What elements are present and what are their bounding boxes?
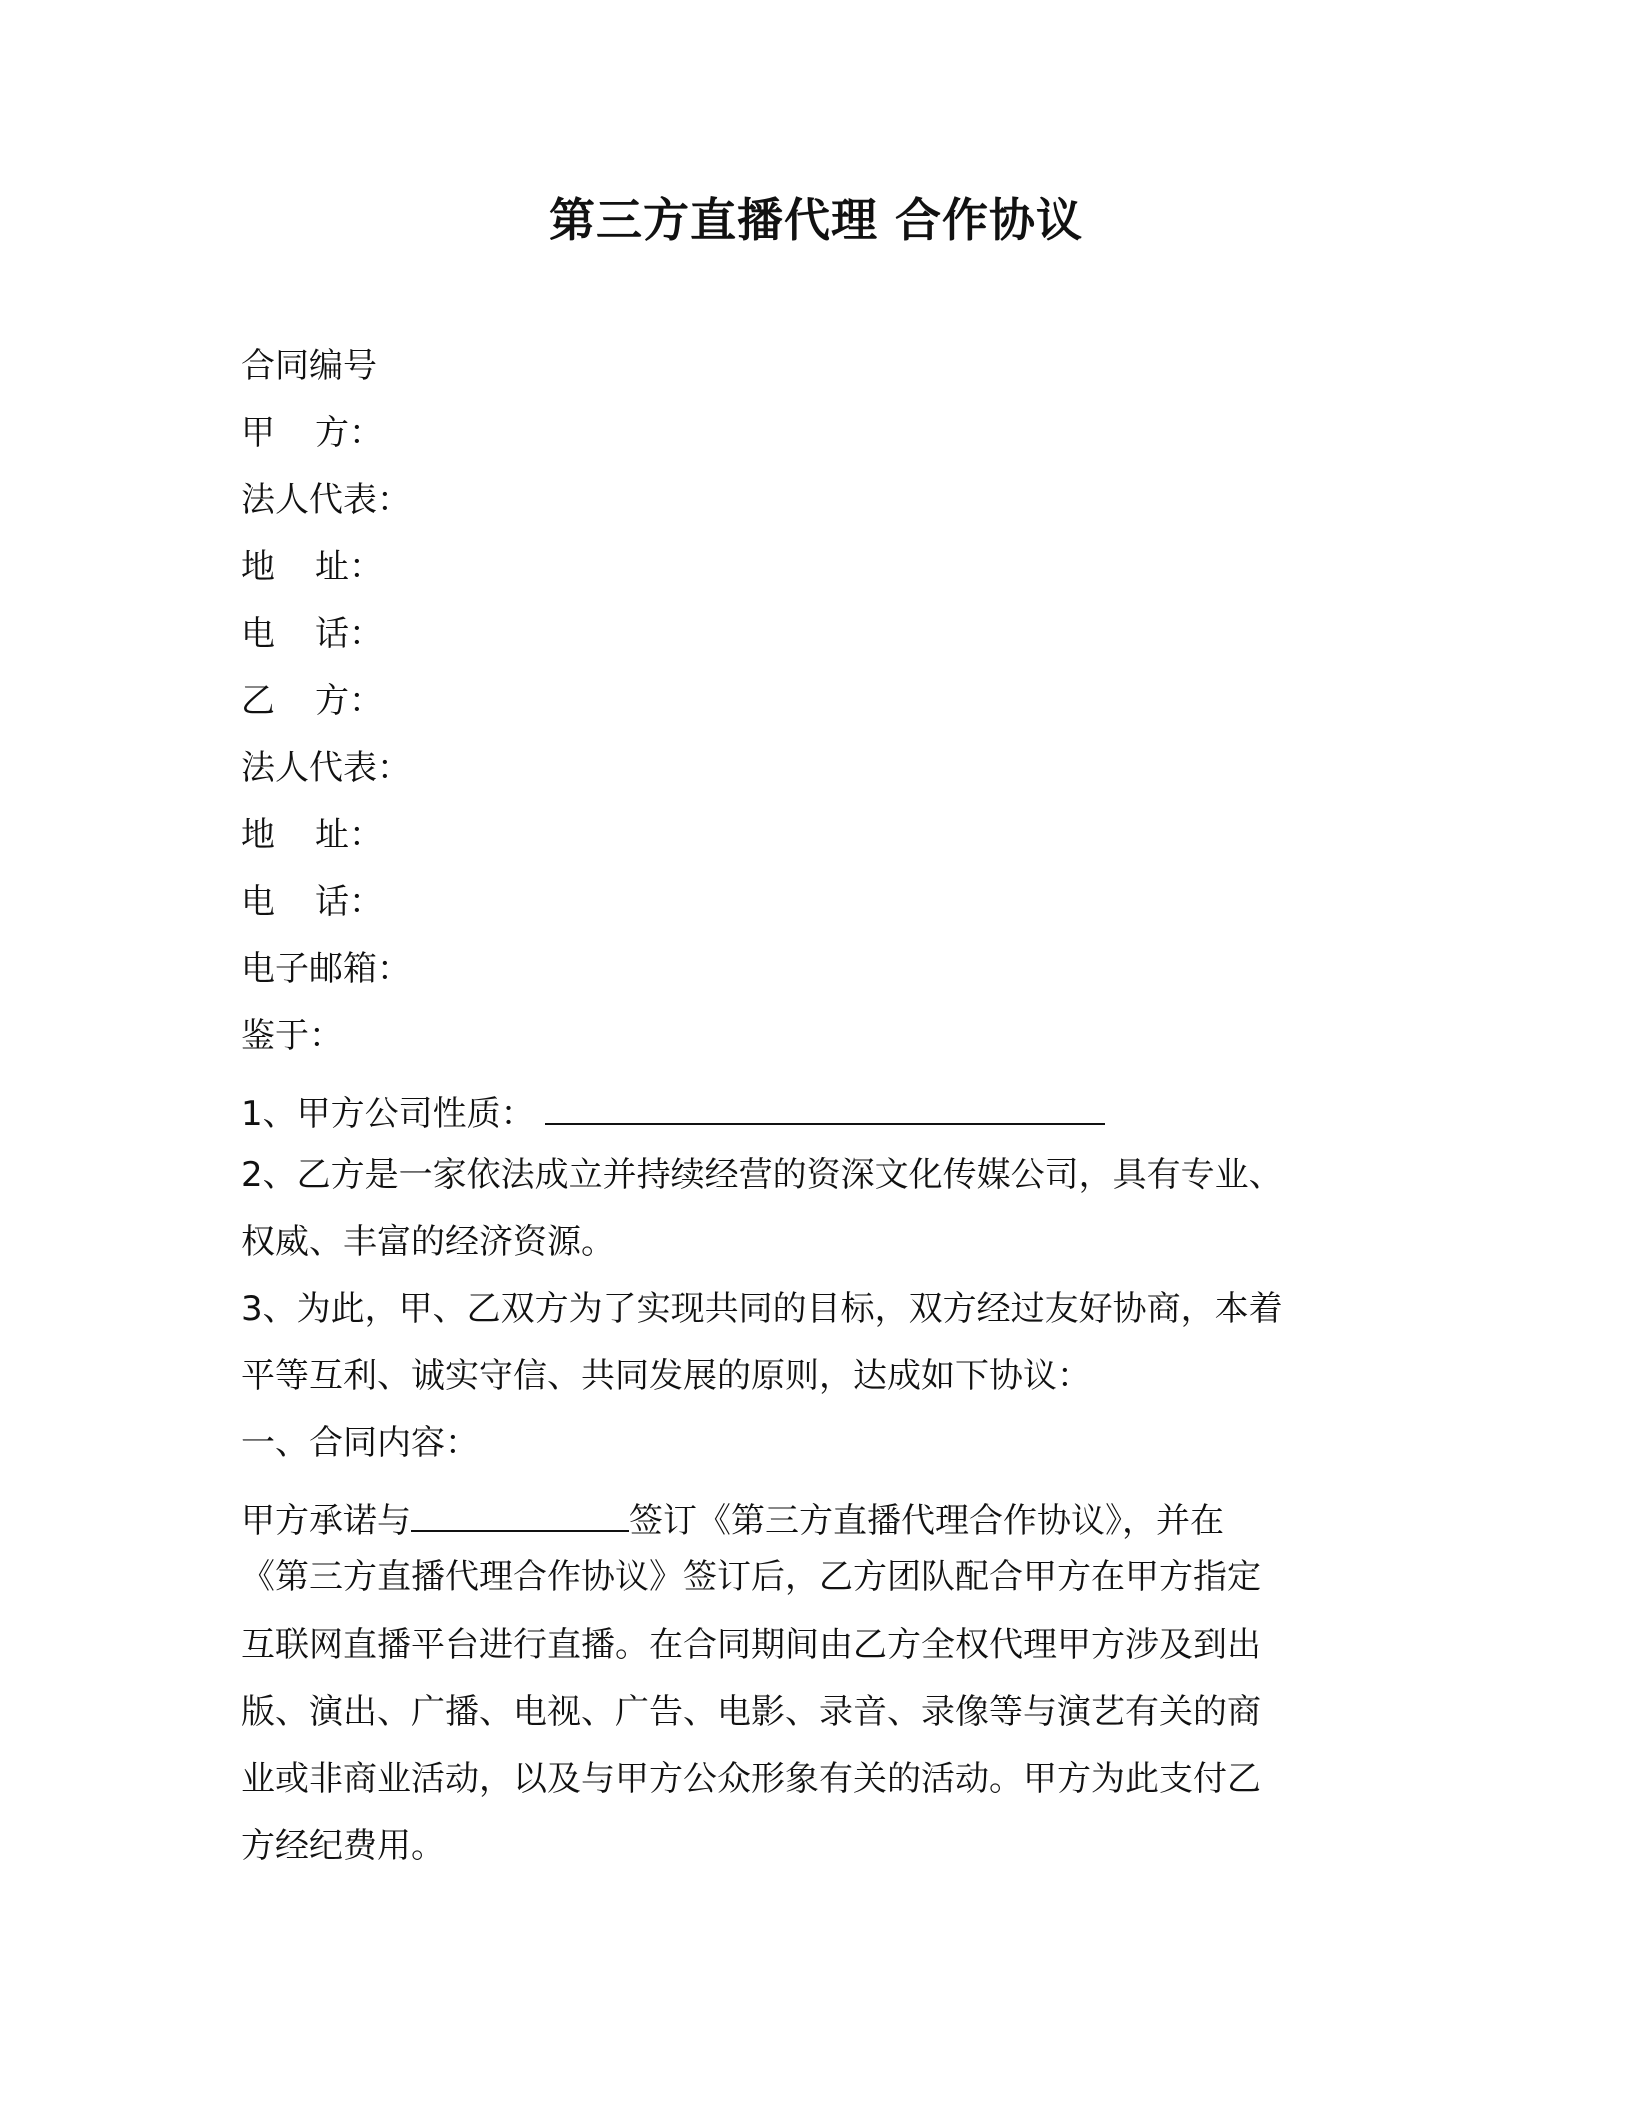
field-label-char: 电 (241, 882, 275, 922)
field-colon: ： (349, 547, 383, 587)
field-label-char: 电 (241, 614, 275, 654)
section-1-heading: 一、合同内容： (241, 1423, 479, 1463)
section-1-paragraph-line-3: 互联网直播平台进行直播。在合同期间由乙方全权代理甲方涉及到出 (241, 1625, 1261, 1665)
paragraph-text: 甲方承诺与 (241, 1501, 411, 1541)
item-2-line-1: 2、乙方是一家依法成立并持续经营的资深文化传媒公司，具有专业、 (241, 1155, 1283, 1195)
field-colon: ： (349, 614, 383, 654)
field-party-a-phone (241, 610, 383, 658)
section-1-paragraph-line-5: 业或非商业活动，以及与甲方公众形象有关的活动。甲方为此支付乙 (241, 1759, 1261, 1799)
field-label: 法人代表 (241, 748, 377, 788)
company-nature-blank (545, 1085, 1105, 1125)
item-1 (241, 1085, 1105, 1138)
field-party-a-legal-rep (241, 476, 411, 524)
field-colon: ： (377, 748, 411, 788)
field-label-char: 话 (315, 882, 349, 922)
document-title: 第三方直播代理 合作协议 (548, 193, 1083, 247)
field-party-a (241, 409, 383, 457)
field-label-char: 址 (315, 547, 349, 587)
field-party-b (241, 677, 383, 725)
field-label-char: 址 (315, 815, 349, 855)
item-1-text: 1、甲方公司性质： (241, 1094, 535, 1134)
field-label-char: 地 (241, 815, 275, 855)
field-colon: ： (377, 480, 411, 520)
field-party-b-legal-rep (241, 744, 411, 792)
field-colon: ： (349, 681, 383, 721)
field-label: 法人代表 (241, 480, 377, 520)
section-1-paragraph-line-1 (241, 1492, 1224, 1545)
item-3-line-2: 平等互利、诚实守信、共同发展的原则，达成如下协议： (241, 1356, 1091, 1396)
field-colon: ： (377, 949, 411, 989)
field-whereas (241, 1012, 343, 1060)
field-colon: ： (349, 413, 383, 453)
field-party-b-address (241, 811, 383, 859)
field-label-char: 话 (315, 614, 349, 654)
field-party-a-address (241, 543, 383, 591)
item-2-line-2: 权威、丰富的经济资源。 (241, 1222, 615, 1262)
field-colon: ： (309, 1016, 343, 1056)
field-colon: ： (349, 815, 383, 855)
field-label-char: 甲 (241, 413, 275, 453)
field-label: 合同编号 (241, 346, 377, 386)
field-email (241, 945, 411, 993)
field-label-char: 地 (241, 547, 275, 587)
paragraph-text: 签订《第三方直播代理合作协议》，并在 (629, 1501, 1224, 1541)
field-label-char: 乙 (241, 681, 275, 721)
field-colon: ： (349, 882, 383, 922)
field-label-char: 方 (315, 413, 349, 453)
field-label-char: 方 (315, 681, 349, 721)
field-party-b-phone (241, 878, 383, 926)
field-contract-number (241, 342, 377, 390)
partner-name-blank (411, 1492, 629, 1532)
section-1-paragraph-line-2: 《第三方直播代理合作协议》签订后，乙方团队配合甲方在甲方指定 (241, 1557, 1261, 1597)
section-1-paragraph-line-4: 版、演出、广播、电视、广告、电影、录音、录像等与演艺有关的商 (241, 1692, 1261, 1732)
field-label: 电子邮箱 (241, 949, 377, 989)
field-label: 鉴于 (241, 1016, 309, 1056)
section-1-paragraph-line-6: 方经纪费用。 (241, 1826, 445, 1866)
item-3-line-1: 3、为此，甲、乙双方为了实现共同的目标，双方经过友好协商，本着 (241, 1289, 1283, 1329)
